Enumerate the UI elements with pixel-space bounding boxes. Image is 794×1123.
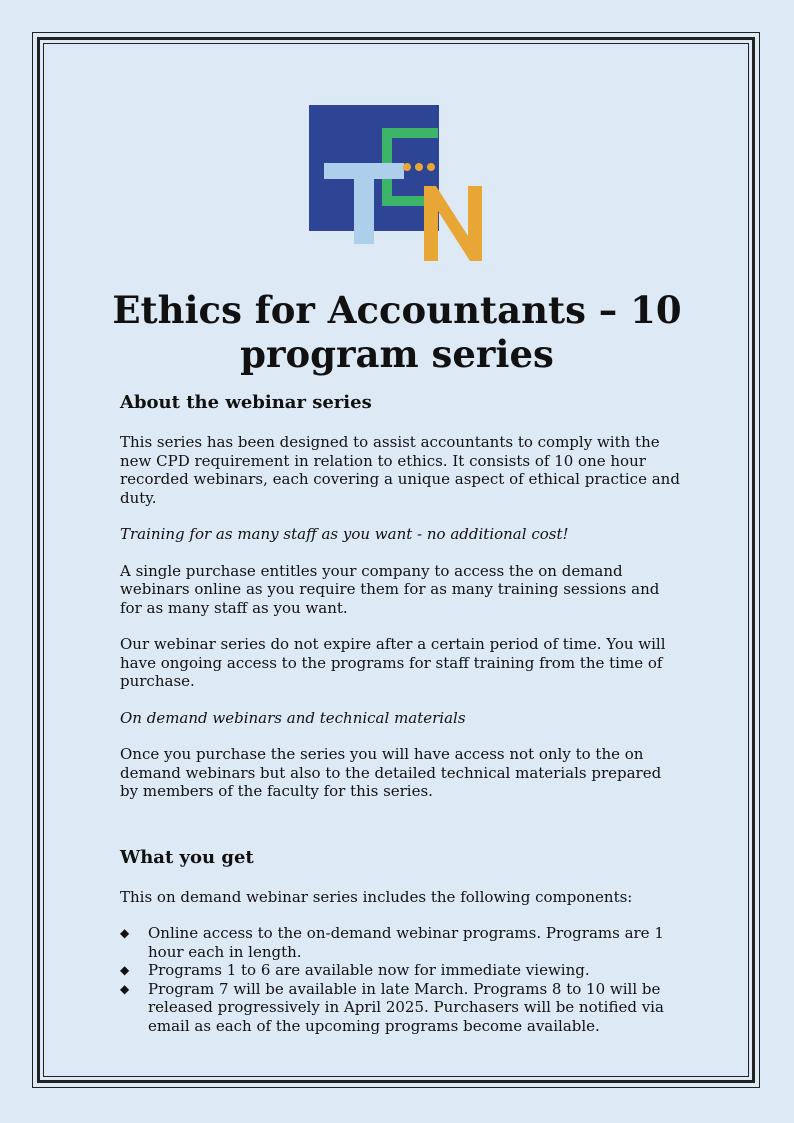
list-item (120, 980, 680, 1036)
about-paragraph-3: Our webinar series do not expire after a certain period of time. You will have ongoing access to the programs for staff training from the time of purchase. (120, 635, 666, 690)
diamond-bullet-icon: ◆ (120, 926, 130, 940)
what-you-get-intro: This on demand webinar series includes the following components: (120, 887, 633, 906)
list-item-text: Programs 1 to 6 are available now for immediate viewing. (148, 961, 590, 979)
components-list (120, 924, 680, 1035)
about-italic-2: On demand webinars and technical materials (120, 708, 466, 727)
diamond-bullet-icon: ◆ (120, 963, 130, 977)
page-title: Ethics for Accountants – 10 program series (112, 288, 682, 376)
about-italic-1: Training for as many staff as you want - no additional cost! (120, 525, 569, 543)
document-body (120, 392, 680, 1035)
list-item (120, 924, 680, 961)
about-paragraph-1: This series has been designed to assist accountants to comply with the new CPD requirement in relation to ethics. It consists of 10 one hour recorded webinars, each covering a unique aspect of ethical practice and duty. (120, 433, 680, 507)
diamond-bullet-icon: ◆ (120, 981, 130, 996)
logo-letter-t-stem (354, 163, 374, 244)
logo-dot (403, 163, 411, 171)
about-paragraph-4: Once you purchase the series you will have access not only to the on demand webinars but also to the detailed technical materials prepared by members of the faculty for this series. (120, 745, 662, 800)
logo-dot (427, 163, 435, 171)
list-item-text: Online access to the on-demand webinar programs. Programs are 1 hour each in length. (148, 924, 664, 961)
about-paragraph-2: A single purchase entitles your company to access the on demand webinars online as you require them for as many training sessions and for as many staff as you want. (120, 561, 660, 617)
list-item (120, 961, 680, 980)
what-you-get-heading: What you get (120, 846, 254, 868)
logo-letter-n (424, 186, 482, 261)
about-heading: About the webinar series (120, 392, 372, 413)
logo-dot (415, 163, 423, 171)
tcn-logo (308, 104, 484, 264)
list-item-text: Program 7 will be available in late March. Programs 8 to 10 will be released progressively in April 2025. Purchasers will be notified via email as each of the upcoming programs become available. (148, 979, 664, 1035)
